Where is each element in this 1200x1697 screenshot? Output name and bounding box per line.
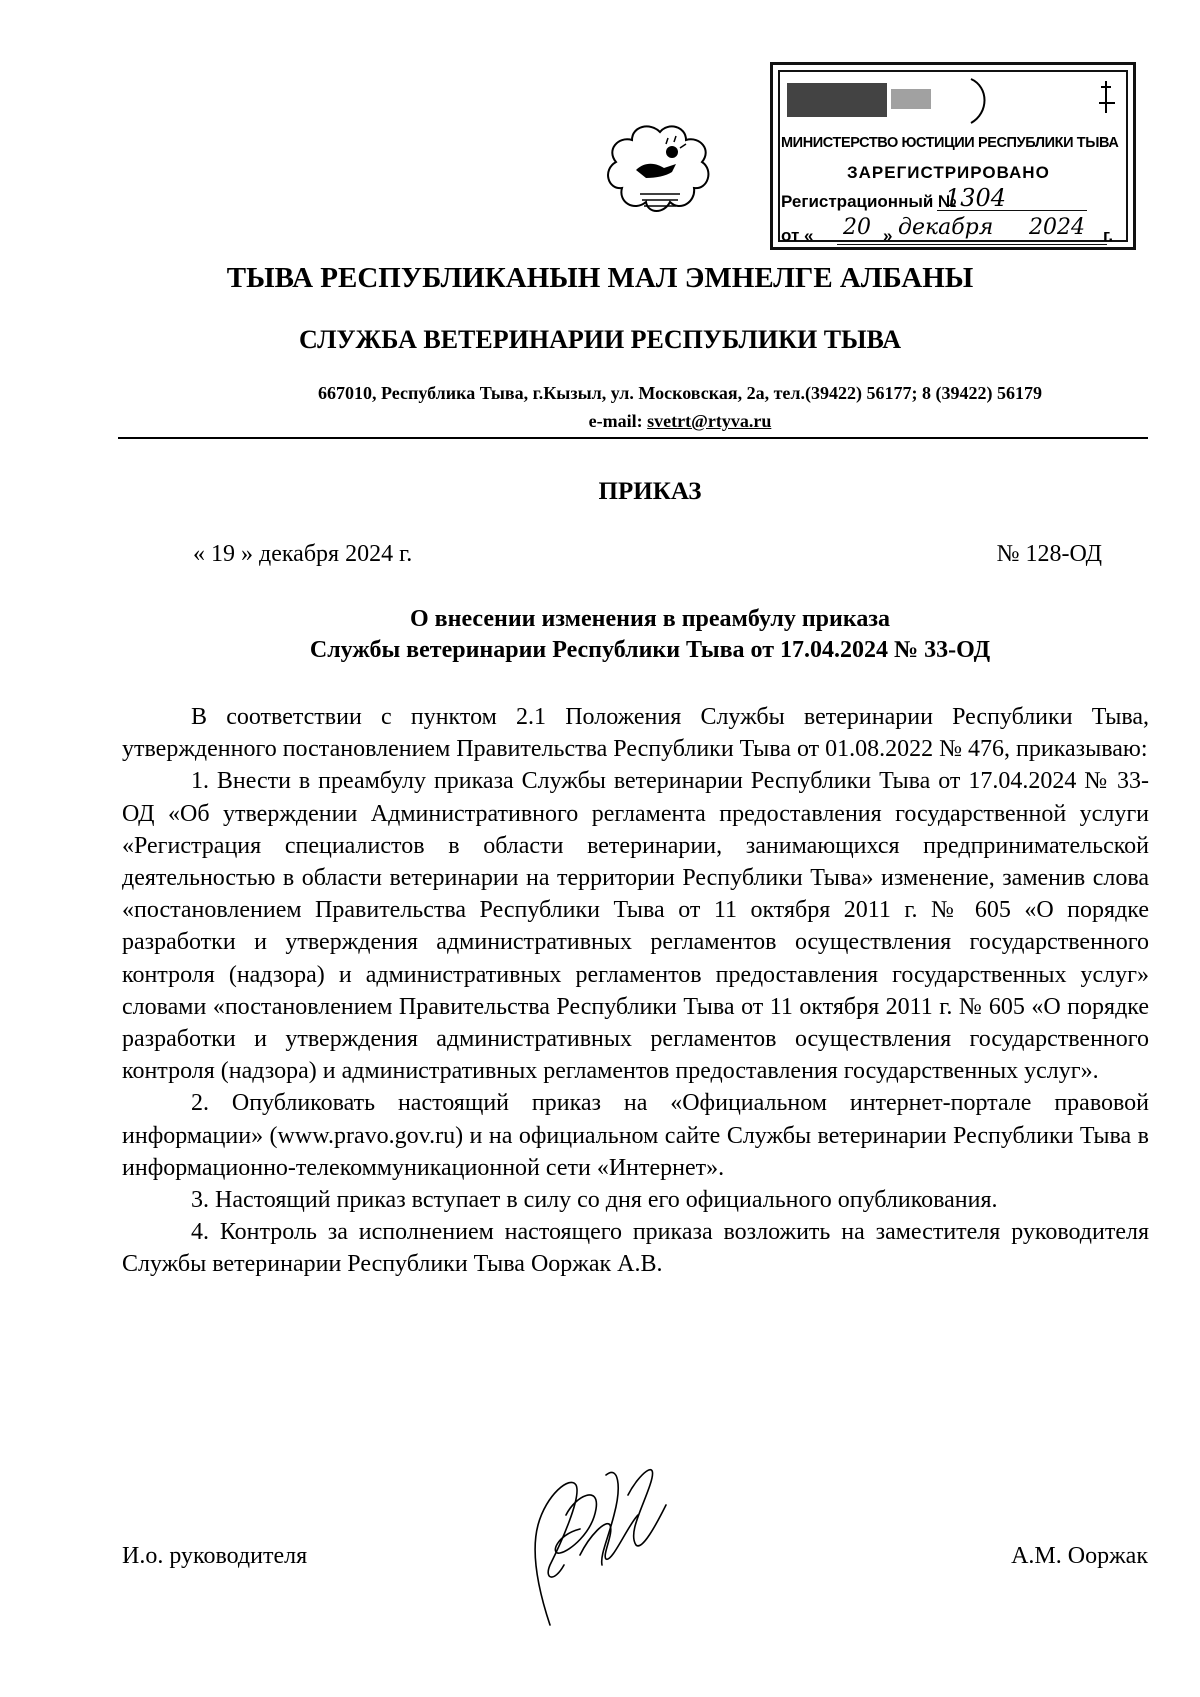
stamp-seal-imprint (781, 73, 1131, 131)
org-email-line (200, 411, 1160, 432)
document-subject (150, 604, 1150, 666)
document-body (122, 701, 1149, 1281)
body-paragraph-2: 2. Опубликовать настоящий приказ на «Официальном интернет-портале правовой информации» (www.pravo.gov.ru) и на официальном сайте Службы ветеринарии Республики Тыва в информационно-телекоммуникационной сети «Интернет». (122, 1090, 1149, 1181)
body-paragraph-1: 1. Внести в преамбулу приказа Службы ветеринарии Республики Тыва от 17.04.2024 № 33-ОД «Об утверждении Административного регламента предоставления государственной услуги «Регистрация специалистов в области ветеринарии, занимающихся предпринимательской деятельностью в области ветеринарии на территории Республики Тыва» изменение, заменив слова «постановлением Правительства Республики Тыва от 11 октября 2011 г. № 605 «О порядке разработки и утверждения административных регламентов осуществления государственного контроля (надзора) и административных регламентов предоставления государственных услуг» словами «постановлением Правительства Республики Тыва от 11 октября 2011 г. № 605 «О порядке разработки и утверждения административных регламентов осуществления государственного контроля (надзора) и административных регламентов предоставления государственных услуг». (122, 768, 1149, 1085)
subject-line-2: Службы ветеринарии Республики Тыва от 17.04.2024 № 33-ОД (309, 637, 991, 663)
signatory-name: А.М. Ооржак (1011, 1543, 1148, 1569)
stamp-date-mid: » (883, 226, 893, 245)
subject-line-1: О внесении изменения в преамбулу приказа (410, 606, 890, 632)
coat-of-arms-emblem (606, 124, 714, 220)
stamp-date-prefix: от « (781, 226, 814, 245)
body-paragraph-preamble: В соответствии с пунктом 2.1 Положения Службы ветеринарии Республики Тыва, утвержденного постановлением Правительства Республики Тыва от 01.08.2022 № 476, приказываю: (122, 704, 1149, 763)
signatory-title: И.о. руководителя (122, 1543, 308, 1569)
stamp-date-underline (837, 244, 1107, 245)
email-link[interactable]: svetrt@rtyva.ru (647, 411, 772, 431)
body-paragraph-4: 4. Контроль за исполнением настоящего приказа возложить на заместителя руководителя Службы ветеринарии Республики Тыва Ооржак А.В. (122, 1219, 1149, 1278)
email-label: e-mail: (588, 411, 648, 431)
document-type-title: ПРИКАЗ (598, 478, 702, 505)
stamp-date-year: 2024 (1029, 215, 1085, 240)
stamp-date-month: декабря (898, 215, 994, 240)
stamp-date-day: 20 (843, 215, 871, 240)
header-divider (118, 437, 1148, 439)
stamp-regno-label: Регистрационный № (781, 192, 957, 211)
org-address: 667010, Республика Тыва, г.Кызыл, ул. Московская, 2а, тел.(39422) 56177; 8 (39422) 56179 (318, 383, 1042, 403)
stamp-ministry-text: МИНИСТЕРСТВО ЮСТИЦИИ РЕСПУБЛИКИ ТЫВА (781, 135, 1119, 151)
stamp-date-suffix: г. (1103, 226, 1114, 245)
body-paragraph-3: 3. Настоящий приказ вступает в силу со дня его официального опубликования. (191, 1187, 998, 1214)
stamp-regno-underline (937, 210, 1087, 211)
org-name-tyvan: ТЫВА РЕСПУБЛИКАНЫН МАЛ ЭМНЕЛГЕ АЛБАНЫ (226, 262, 974, 294)
handwritten-signature (510, 1455, 670, 1630)
registration-stamp (770, 62, 1136, 250)
document-date: « 19 » декабря 2024 г. (193, 541, 413, 567)
stamp-registered-text: ЗАРЕГИСТРИРОВАНО (847, 163, 1050, 182)
stamp-regno-value: 1304 (945, 184, 1007, 212)
org-name-russian: СЛУЖБА ВЕТЕРИНАРИИ РЕСПУБЛИКИ ТЫВА (298, 325, 902, 354)
document-number: № 128-ОД (996, 541, 1102, 567)
